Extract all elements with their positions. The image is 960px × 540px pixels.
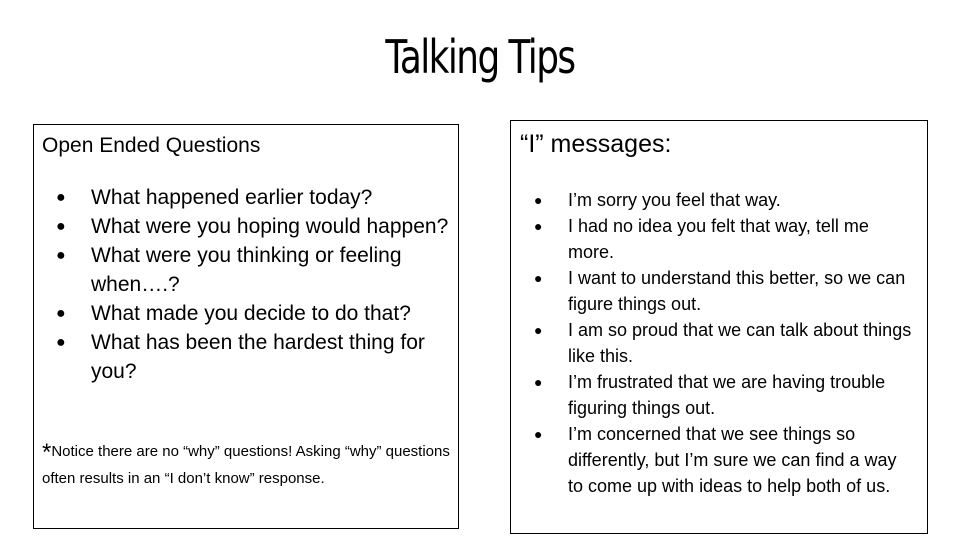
open-ended-list: [34, 183, 454, 386]
list-item-text: I am so proud that we can talk about things like this.: [568, 320, 912, 366]
list-item-text: I had no idea you felt that way, tell me more.: [568, 216, 869, 262]
list-item: [34, 328, 454, 386]
slide-title: Talking Tips: [385, 30, 575, 84]
bullet-icon: ●: [56, 247, 66, 264]
list-item: [34, 299, 454, 328]
list-item: [511, 187, 923, 213]
open-ended-heading: Open Ended Questions: [42, 134, 261, 157]
bullet-icon: ●: [56, 189, 66, 206]
i-messages-list: [511, 187, 923, 499]
bullet-icon: ●: [534, 270, 543, 286]
bullet-icon: ●: [534, 218, 543, 234]
list-item-text: What has been the hardest thing for you?: [91, 331, 425, 383]
list-item-text: What happened earlier today?: [91, 186, 373, 209]
note-text: Notice there are no “why” questions! Asking “why” questions often results in an “I don’t know” response.: [42, 443, 450, 487]
i-messages-box: [510, 120, 928, 534]
list-item: [511, 369, 923, 421]
list-item: [34, 212, 454, 241]
bullet-icon: ●: [534, 322, 543, 338]
list-item-text: I’m frustrated that we are having trouble figuring things out.: [568, 372, 886, 418]
i-messages-heading: “I” messages:: [520, 130, 672, 158]
bullet-icon: ●: [56, 334, 66, 351]
list-item-text: What were you hoping would happen?: [91, 215, 449, 238]
list-item: [34, 241, 454, 299]
bullet-icon: ●: [534, 426, 543, 442]
list-item: [511, 421, 923, 499]
list-item: [511, 265, 923, 317]
list-item: [511, 213, 923, 265]
why-questions-note: [42, 439, 452, 492]
list-item: [34, 183, 454, 212]
list-item-text: What made you decide to do that?: [91, 302, 411, 325]
list-item-text: What were you thinking or feeling when….?: [91, 244, 402, 296]
bullet-icon: ●: [56, 218, 66, 235]
list-item-text: I want to understand this better, so we can figure things out.: [568, 268, 906, 314]
list-item-text: I’m concerned that we see things so differently, but I’m sure we can find a way to come up with ideas to help both of us.: [568, 424, 897, 496]
bullet-icon: ●: [534, 192, 543, 208]
bullet-icon: ●: [56, 305, 66, 322]
bullet-icon: ●: [534, 374, 543, 390]
open-ended-questions-box: [33, 124, 459, 529]
list-item: [511, 317, 923, 369]
asterisk: *: [42, 439, 52, 466]
list-item-text: I’m sorry you feel that way.: [568, 190, 781, 210]
